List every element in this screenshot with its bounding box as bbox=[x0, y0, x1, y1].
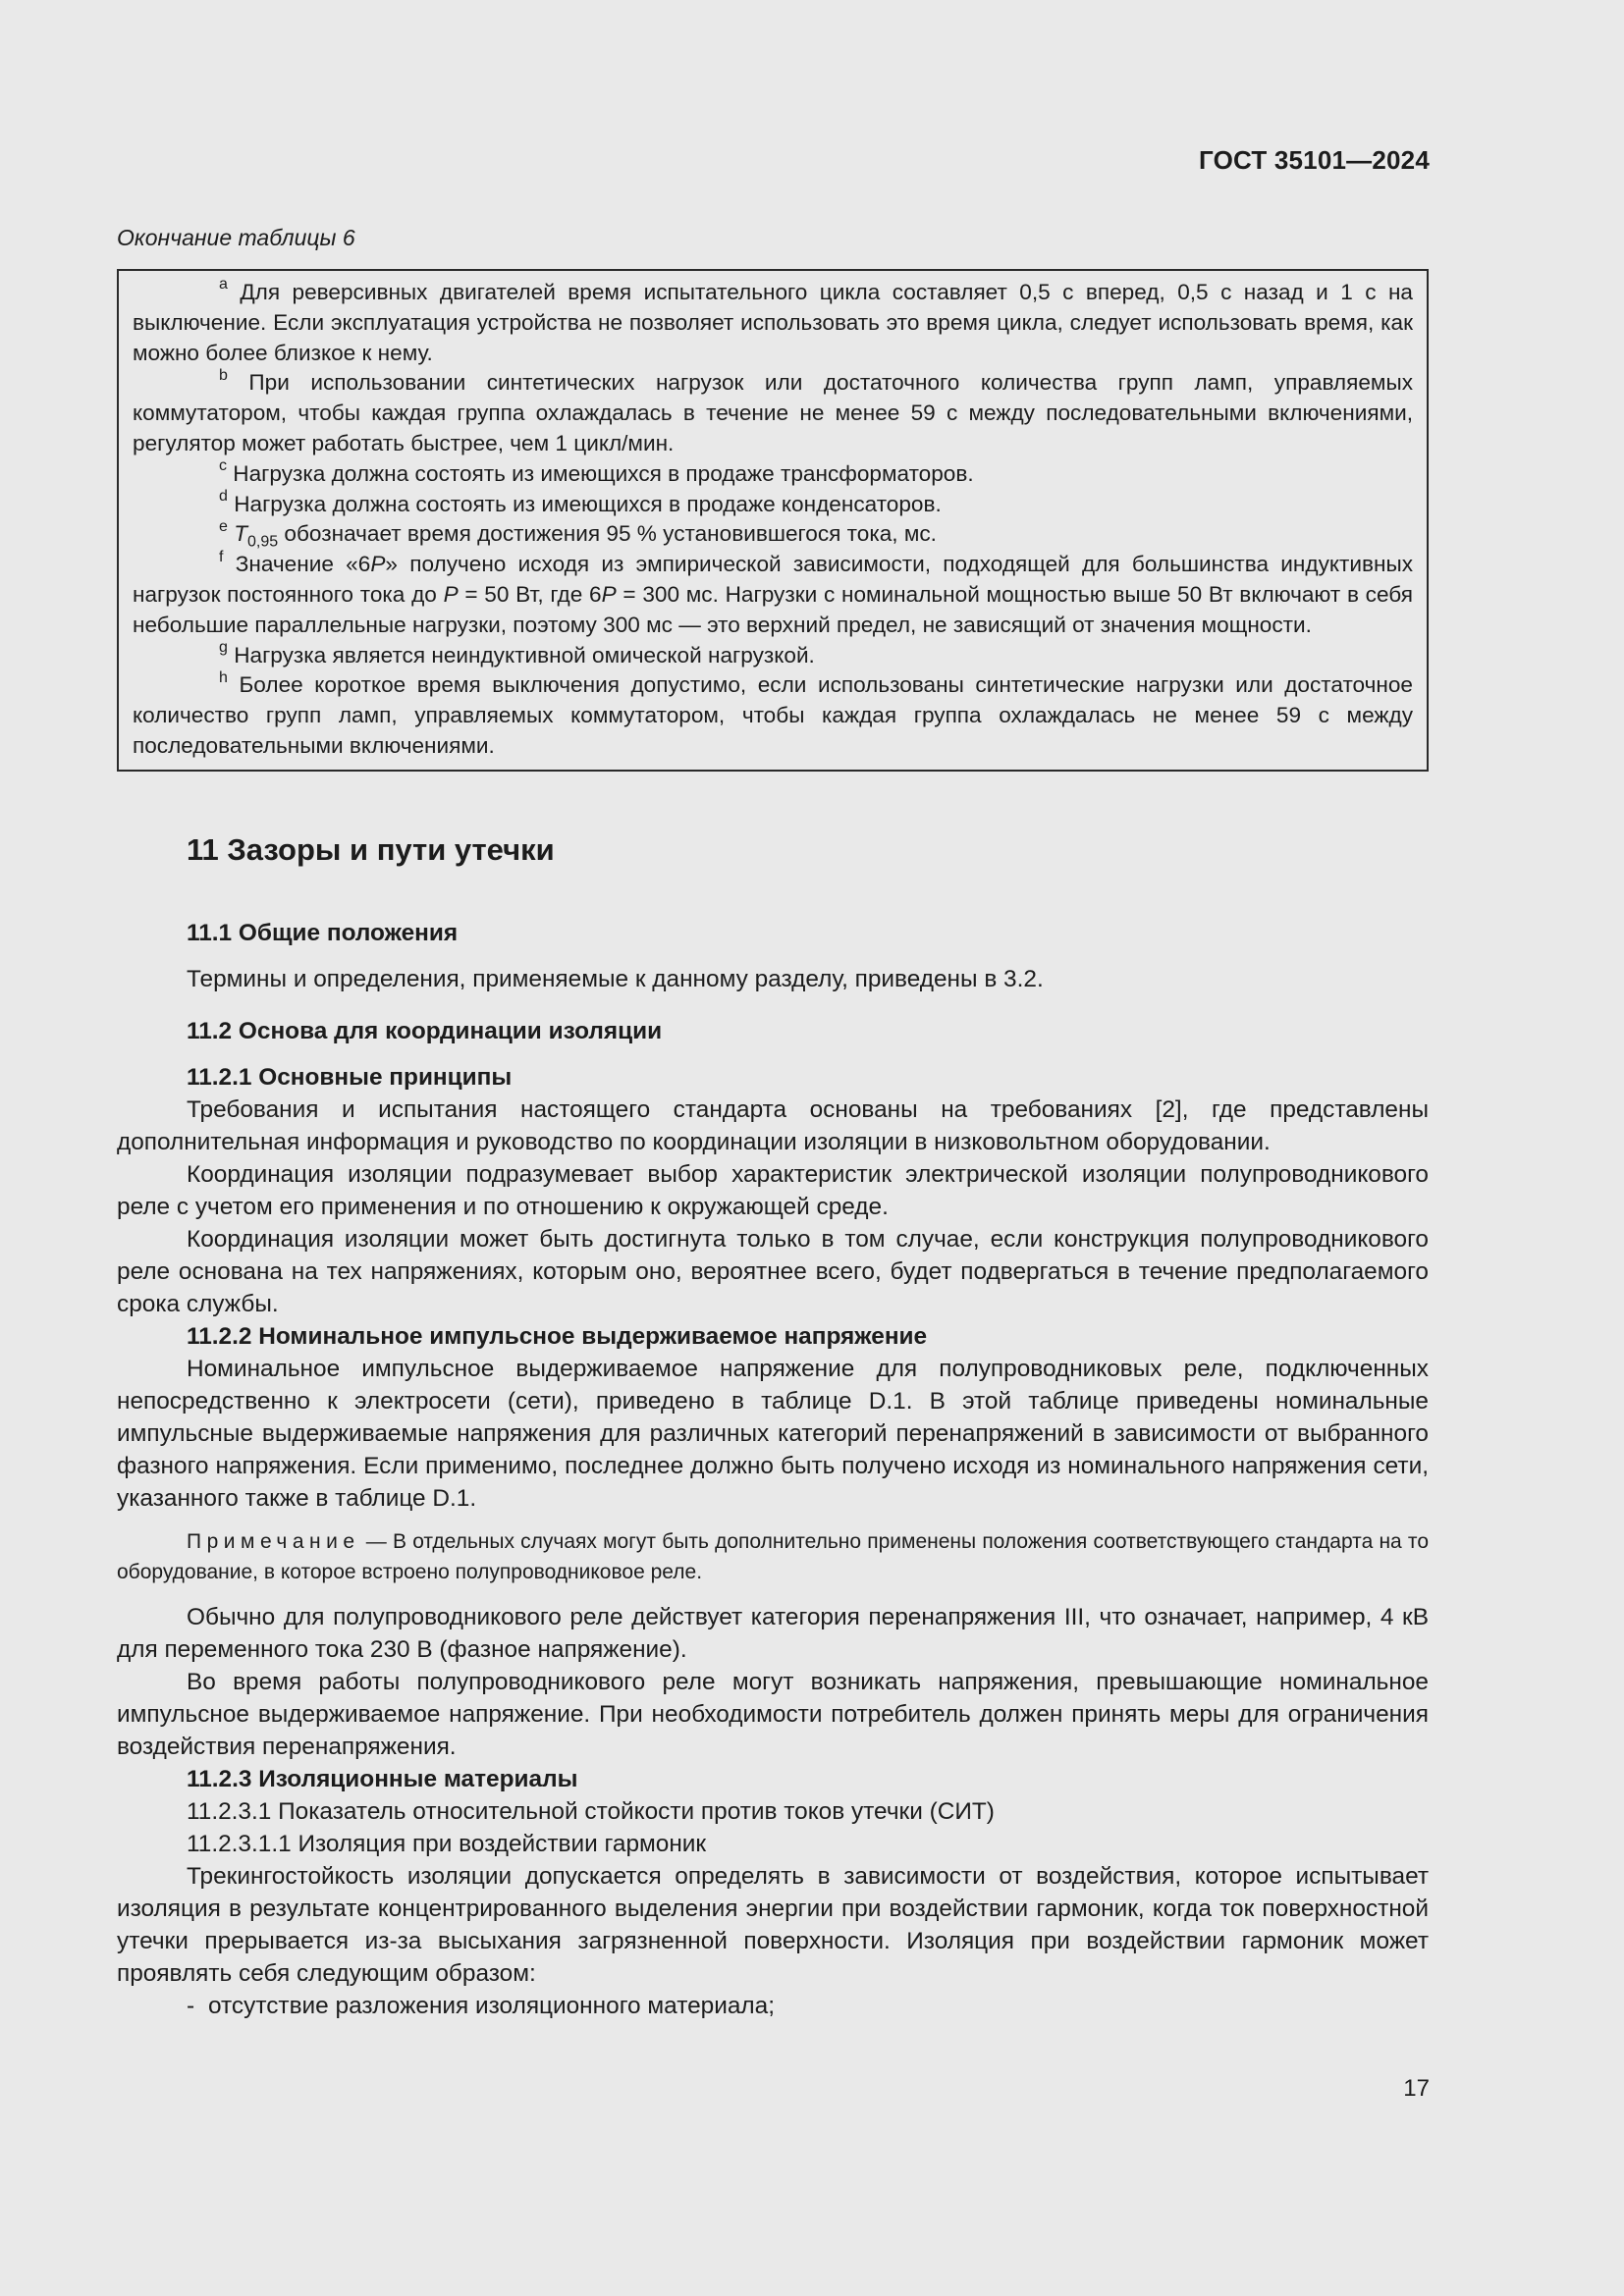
paragraph: Обычно для полупроводникового реле действует категория перенапряжения III, что означает, например, 4 кВ для переменного тока 230 В (фазное напряжение). bbox=[117, 1604, 1429, 1663]
table-footnotes-box bbox=[117, 269, 1429, 772]
list-item bbox=[117, 1990, 1429, 2022]
list-item-text: отсутствие разложения изоляционного материала; bbox=[208, 1993, 775, 2019]
footnote-mark: c bbox=[219, 457, 227, 475]
footnote-text: Для реверсивных двигателей время испытательного цикла составляет 0,5 с вперед, 0,5 с назад и 1 с на выключение. Если эксплуатация устройства не позволяет использовать это время цикла, следует использовать время, как можно более близкое к нему. bbox=[133, 280, 1414, 365]
paragraph-11-1: Термины и определения, применяемые к данному разделу, приведены в 3.2. bbox=[187, 966, 1044, 992]
footnote-mark: b bbox=[219, 366, 228, 384]
page-number: 17 bbox=[1403, 2075, 1430, 2102]
paragraph: Координация изоляции может быть достигнута только в том случае, если конструкция полупроводникового реле основана на тех напряжениях, которым оно, вероятнее всего, будет подвергаться в течение предполагаемого срока службы. bbox=[117, 1226, 1429, 1317]
document-code: ГОСТ 35101—2024 bbox=[1199, 145, 1430, 175]
footnote-text: Нагрузка должна состоять из имеющихся в продаже конденсаторов. bbox=[234, 491, 942, 516]
heading-11-2: 11.2 Основа для координации изоляции bbox=[187, 1018, 663, 1044]
note bbox=[117, 1526, 1429, 1587]
footnote-mark: h bbox=[219, 668, 228, 686]
symbol-subscript: 0,95 bbox=[247, 533, 279, 551]
footnote-text: Нагрузка является неиндуктивной омической нагрузкой. bbox=[234, 642, 815, 667]
footnote-text: » получено исходя из эмпирической зависимости, подходящей для большинства индуктивных нагрузок постоянного тока до bbox=[133, 552, 1414, 607]
section-body bbox=[117, 830, 1429, 2022]
footnote-a bbox=[133, 278, 1413, 368]
variable-p: P bbox=[601, 581, 617, 607]
variable-p: P bbox=[370, 552, 386, 577]
footnote-text: Более короткое время выключения допустимо, если использованы синтетические нагрузки или достаточное количество групп ламп, управляемых коммутатором, чтобы каждая группа охлаждалась не менее 59 с между последовательными включениями. bbox=[133, 672, 1414, 758]
note-label: Примечание bbox=[187, 1530, 360, 1553]
footnote-g bbox=[133, 641, 1413, 671]
heading-11-2-3: 11.2.3 Изоляционные материалы bbox=[187, 1766, 578, 1792]
footnote-mark: a bbox=[219, 276, 228, 294]
footnote-text: = 300 мс. Нагрузки с номинальной мощностью выше 50 Вт включают в себя небольшие параллельные нагрузки, поэтому 300 мс — это верхний предел, не зависящий от значения мощности. bbox=[133, 581, 1413, 637]
footnote-c bbox=[133, 459, 1413, 490]
footnote-text: обозначает время достижения 95 % установившегося тока, мс. bbox=[278, 521, 937, 547]
footnote-mark: f bbox=[219, 548, 224, 565]
footnote-f bbox=[133, 550, 1413, 640]
note-dash: — bbox=[359, 1530, 393, 1553]
footnote-text: Нагрузка должна состоять из имеющихся в продаже трансформаторов. bbox=[233, 460, 974, 486]
footnote-e bbox=[133, 519, 1413, 550]
paragraph: Координация изоляции подразумевает выбор характеристик электрической изоляции полупроводникового реле с учетом его применения и по отношению к окружающей среде. bbox=[117, 1161, 1429, 1220]
footnote-h bbox=[133, 670, 1413, 761]
footnote-b bbox=[133, 368, 1413, 458]
variable-p: P bbox=[443, 581, 459, 607]
footnote-text: = 50 Вт, где 6 bbox=[458, 581, 602, 607]
footnote-text: Значение «6 bbox=[235, 552, 371, 577]
heading-11-2-3-1: 11.2.3.1 Показатель относительной стойкости против токов утечки (СИТ) bbox=[187, 1798, 995, 1825]
heading-11-2-1: 11.2.1 Основные принципы bbox=[187, 1064, 513, 1091]
heading-11-2-3-1-1: 11.2.3.1.1 Изоляция при воздействии гармоник bbox=[187, 1831, 707, 1857]
heading-11-2-2: 11.2.2 Номинальное импульсное выдерживаемое напряжение bbox=[187, 1323, 928, 1350]
list-dash: - bbox=[187, 1993, 195, 2019]
paragraph: Трекингостойкость изоляции допускается определять в зависимости от воздействия, которое испытывает изоляция в результате концентрированного выделения энергии при воздействии гармоник, когда ток поверхностной утечки прерывается из-за высыхания загрязненной поверхности. Изоляция при воздействии гармоник может проявлять себя следующим образом: bbox=[117, 1863, 1429, 1987]
heading-11-1: 11.1 Общие положения bbox=[187, 920, 459, 946]
footnote-mark: g bbox=[219, 639, 228, 657]
symbol-t: T bbox=[234, 521, 247, 547]
note-text: В отдельных случаях могут быть дополнительно применены положения соответствующего стандарта на то оборудование, в которое встроено полупроводниковое реле. bbox=[117, 1530, 1429, 1583]
paragraph: Требования и испытания настоящего стандарта основаны на требованиях [2], где представлены дополнительная информация и руководство по координации изоляции в низковольтном оборудовании. bbox=[117, 1096, 1429, 1155]
section-heading-11: 11 Зазоры и пути утечки bbox=[187, 832, 555, 867]
paragraph: Номинальное импульсное выдерживаемое напряжение для полупроводниковых реле, подключенных непосредственно к электросети (сети), приведено в таблице D.1. В этой таблице приведены номинальные импульсные выдерживаемые напряжения для различных категорий перенапряжений в зависимости от выбранного фазного напряжения. Если применимо, последнее должно быть получено исходя из номинального напряжения сети, указанного также в таблице D.1. bbox=[117, 1356, 1429, 1512]
table-continuation-caption: Окончание таблицы 6 bbox=[117, 225, 355, 250]
footnote-mark: d bbox=[219, 488, 228, 506]
footnote-mark: e bbox=[219, 517, 228, 535]
footnote-text: При использовании синтетических нагрузок или достаточного количества групп ламп, управляемых коммутатором, чтобы каждая группа охлаждалась в течение не менее 59 с между последовательными включениями, регулятор может работать быстрее, чем 1 цикл/мин. bbox=[133, 370, 1413, 455]
footnote-d bbox=[133, 490, 1413, 520]
paragraph: Во время работы полупроводникового реле могут возникать напряжения, превышающие номинальное импульсное выдерживаемое напряжение. При необходимости потребитель должен принять меры для ограничения воздействия перенапряжения. bbox=[117, 1669, 1429, 1760]
